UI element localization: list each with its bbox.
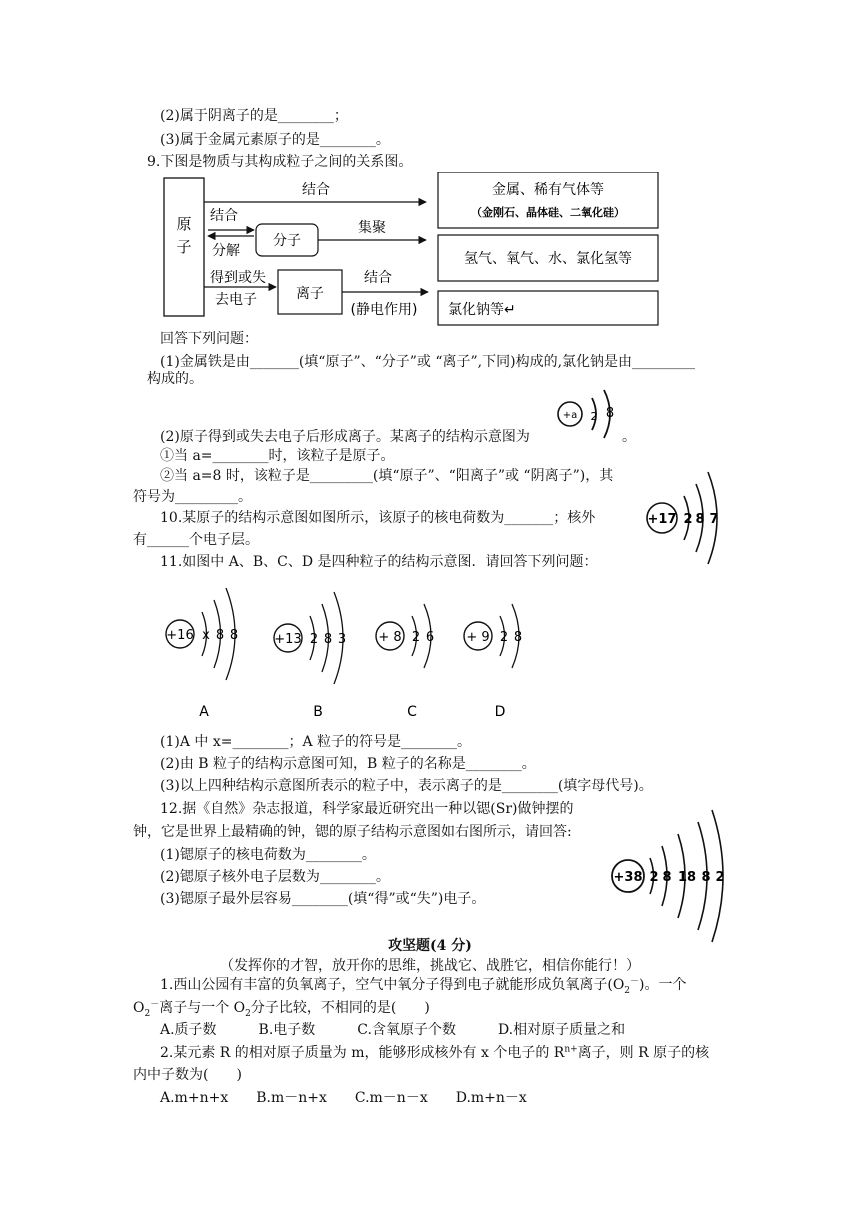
hard-q1-line2-sub2: 2: [144, 1008, 151, 1019]
q8-sub3: (3)属于金属元素原子的是________。: [160, 132, 390, 148]
sr-charge: +38: [613, 870, 643, 885]
particle-B-e2: 8: [323, 632, 333, 647]
hard-q1-o-label: O: [133, 1000, 145, 1016]
atom-17-charge: +17: [647, 512, 677, 527]
hard-q1-line2-b: 离子与一个 O: [159, 1000, 246, 1016]
ion-nucleus-charge: +a: [562, 410, 578, 421]
particle-A-e3: 8: [229, 628, 239, 643]
metal-box-line2: （金刚石、晶体硅、二氧化硅）: [471, 206, 625, 219]
q10-line1: 10.某原子的结构示意图如图所示，该原子的核电荷数为_______；核外: [160, 510, 596, 526]
hard-q1-line2-sup: －: [150, 999, 160, 1010]
q11-sub3: (3)以上四种结构示意图所表示的粒子中，表示离子的是________(填字母代号)。: [160, 778, 653, 794]
sr-e5: 2: [715, 870, 725, 885]
electrostatic-label: (静电作用): [350, 302, 418, 318]
atom-17-e3: 7: [709, 512, 719, 527]
particle-relationship-diagram: [158, 172, 668, 330]
hard-q1-line2-sub2b: 2: [245, 1008, 251, 1019]
q9-sub1-line2: 构成的。: [147, 371, 203, 387]
particle-D-e1: 2: [499, 630, 509, 645]
aggregate-label: 集聚: [358, 220, 386, 236]
q12-sub2: (2)锶原子核外电子层数为________。: [160, 869, 390, 885]
combine-mid-label: 结合: [210, 208, 238, 224]
ion-structure-diagram: [552, 386, 632, 444]
q11-intro: 11.如图中 A、B、C、D 是四种粒子的结构示意图．请回答下列问题：: [160, 554, 598, 570]
hard-section-title: 攻坚题(4 分): [388, 938, 472, 954]
q9-answer-prompt: 回答下列问题：: [160, 331, 258, 347]
particle-C-e1: 2: [411, 630, 421, 645]
hard-q1-line2-c: 分子比较，不相同的是( ): [250, 1000, 430, 1016]
gain-lose-label-1: 得到或失: [210, 270, 266, 286]
particle-D: [464, 604, 522, 720]
particle-C: [376, 604, 434, 720]
hard-q1-line1-b: )。一个: [639, 977, 687, 993]
four-particles-diagram: [158, 580, 558, 720]
hard-q2-line1: [160, 1044, 709, 1062]
ion-electrons-1: 2: [590, 410, 598, 423]
q10-line2: 有______个电子层。: [133, 532, 259, 548]
combine-bottom-label: 结合: [364, 270, 392, 286]
q9-intro: 9.下图是物质与其构成粒子之间的关系图。: [147, 154, 413, 170]
hard-q2-options: A.m+n+x B.m－n+x C.m－n－x D.m+n－x: [160, 1090, 527, 1106]
atom-17-e2: 8: [695, 512, 705, 527]
q9-sub1-line1: (1)金属铁是由_______(填“原子”、“分子”或 “离子”,下同)构成的,氯化钠是由_________: [160, 354, 696, 370]
hard-q1-options: A.质子数 B.电子数 C.含氧原子个数 D.相对原子质量之和: [160, 1022, 626, 1038]
hard-q1-sup-minus: －: [630, 976, 640, 987]
q11-sub1: (1)A 中 x=________；A 粒子的符号是________。: [160, 734, 472, 750]
q12-sub3: (3)锶原子最外层容易________(填“得”或“失”)电子。: [160, 891, 486, 907]
sr-e3: 18: [677, 870, 697, 885]
q9-sub2-c: 符号为_________。: [133, 489, 252, 505]
particle-B-e1: 2: [309, 632, 319, 647]
particle-A-label: A: [199, 704, 209, 720]
atom-label-1: 原: [176, 215, 192, 233]
hard-q2-sup: n+: [564, 1044, 578, 1055]
metal-box-line1: 金属、稀有气体等: [492, 182, 604, 198]
hard-q2-line1-a: 2.某元素 R 的相对原子质量为 m，能够形成核外有 x 个电子的 R: [160, 1045, 565, 1061]
particle-A-charge: +16: [166, 628, 194, 643]
hard-q2-line2: 内中子数为( ): [133, 1067, 242, 1083]
atom-17-e1: 2: [683, 512, 693, 527]
hard-q2-line1-b: 离子，则 R 原子的核: [577, 1045, 710, 1061]
ion-label: 离子: [296, 286, 324, 302]
q9-sub2-b: ②当 a=8 时，该粒子是_________(填“原子”、“阳离子”或 “阴离子”)，其: [160, 468, 614, 484]
molecule-label: 分子: [273, 233, 301, 249]
particle-A-e2: 8: [215, 628, 225, 643]
ionic-substance-text: 氯化钠等↵: [448, 302, 516, 318]
atom-17-diagram: [640, 458, 740, 578]
metal-box: [438, 172, 658, 228]
particle-C-label: C: [407, 704, 417, 720]
hard-q1-line2: [133, 999, 430, 1017]
particle-D-e2: 8: [513, 630, 523, 645]
particle-C-charge: + 8: [378, 630, 402, 645]
strontium-atom-diagram: [606, 806, 756, 944]
ion-electrons-2: 8: [605, 406, 615, 421]
q8-sub2: (2)属于阴离子的是________；: [160, 108, 348, 124]
particle-B-label: B: [313, 704, 323, 720]
particle-C-e2: 6: [425, 630, 435, 645]
q9-sub2: (2)原子得到或失去电子后形成离子。某离子的结构示意图为: [160, 429, 530, 445]
combine-top-label: 结合: [302, 182, 330, 198]
particle-B-e3: 3: [337, 632, 347, 647]
hard-q1-line1-a: 1.西山公园有丰富的负氧离子，空气中氧分子得到电子就能形成负氧离子(O: [160, 977, 625, 993]
q11-sub2: (2)由 B 粒子的结构示意图可知，B 粒子的名称是________。: [160, 756, 536, 772]
q12-line2: 钟，它是世界上最精确的钟，锶的原子结构示意图如右图所示，请回答:: [133, 824, 572, 840]
sr-e2: 8: [662, 870, 672, 885]
sr-e4: 8: [701, 870, 711, 885]
decompose-label: 分解: [212, 243, 240, 259]
hard-q1-sub2: 2: [624, 985, 631, 996]
hard-section-subtitle: （发挥你的才智，放开你的思维，挑战它、战胜它，相信你能行！）: [220, 958, 640, 974]
particle-B: [274, 592, 346, 720]
particle-A-e1: x: [202, 628, 210, 643]
particle-D-label: D: [494, 704, 506, 720]
q12-line1: 12.据《自然》杂志报道，科学家最近研究出一种以锶(Sr)做钟摆的: [160, 801, 574, 817]
particle-D-charge: + 9: [466, 630, 490, 645]
sr-e1: 2: [649, 870, 659, 885]
q9-sub2-a: ①当 a=________时，该粒子是原子。: [160, 448, 395, 464]
molecule-substance-text: 氢气、氧气、水、氯化氢等: [464, 251, 632, 267]
particle-B-charge: +13: [274, 632, 302, 647]
particle-A: [166, 588, 238, 720]
atom-label-2: 子: [176, 238, 192, 256]
q9-sub2-end: 。: [622, 429, 636, 445]
q12-sub1: (1)锶原子的核电荷数为________。: [160, 847, 376, 863]
hard-q1-line1: [160, 976, 687, 994]
gain-lose-label-2: 去电子: [215, 292, 257, 308]
